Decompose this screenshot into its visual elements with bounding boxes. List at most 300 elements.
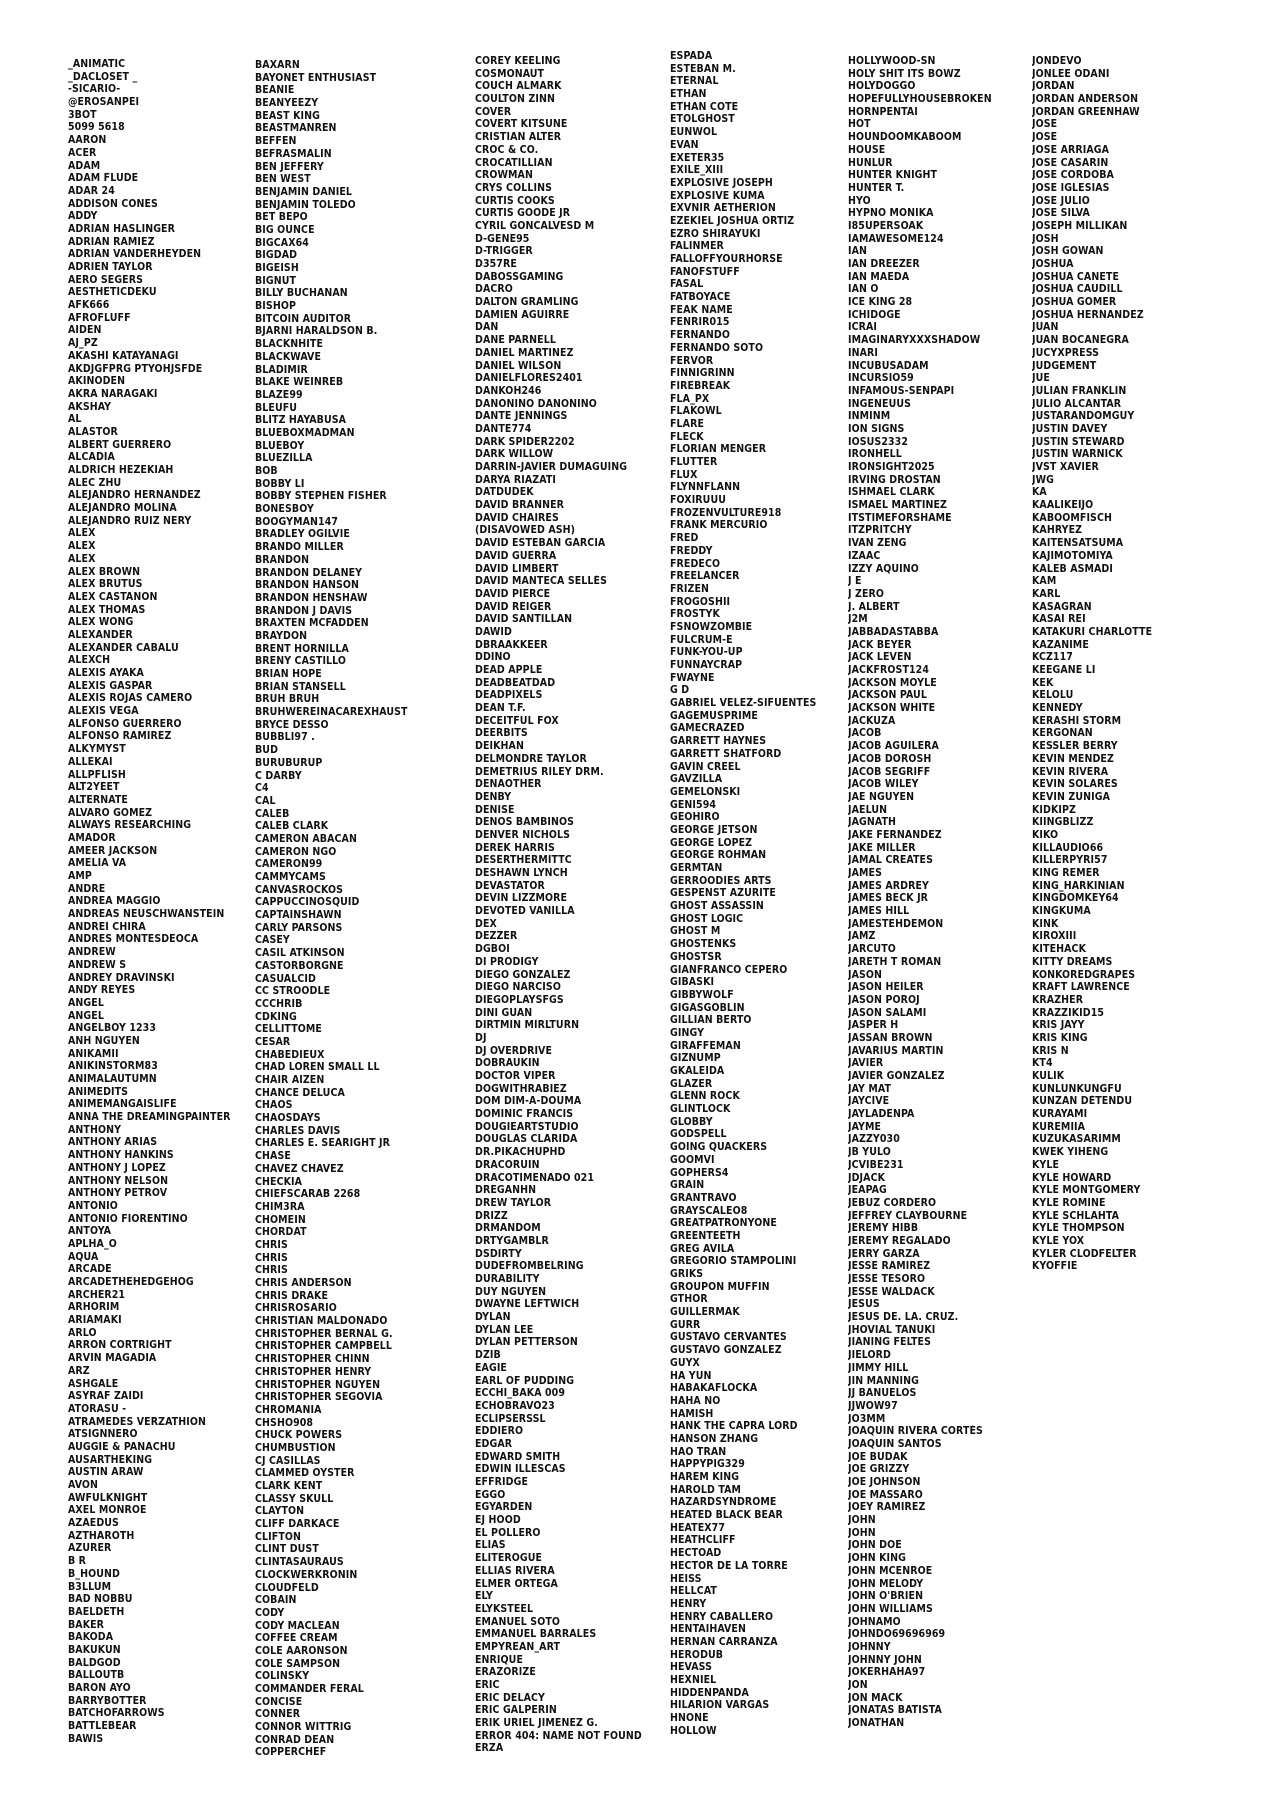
credit-name: DENOS BAMBINOS	[475, 816, 575, 829]
credit-name: CHRISROSARIO	[255, 1302, 337, 1315]
credit-name: CASTORBORGNE	[255, 959, 344, 972]
credit-name: AZURER	[68, 1542, 112, 1555]
credit-name: ALEJANDRO MOLINA	[68, 502, 177, 515]
credit-name: GAMECRAZED	[670, 722, 745, 735]
credit-name: FOXIRUUU	[670, 494, 726, 507]
credit-name: COREY KEELING	[475, 55, 561, 67]
credit-name: CURTIS GOODE JR	[475, 207, 571, 220]
credit-name: BUD	[255, 744, 279, 757]
credit-name: HAO TRAN	[670, 1445, 727, 1458]
credits-column-4	[670, 50, 860, 1737]
credit-name: FERNANDO	[670, 329, 730, 342]
credit-name: DAMIEN AGUIRRE	[475, 308, 570, 321]
credit-name: DOUGLAS CLARIDA	[475, 1133, 578, 1146]
credit-name: CALEB	[255, 807, 290, 820]
credit-name: HELLCAT	[670, 1585, 717, 1598]
credit-name: KONKOREDGRAPES	[1032, 968, 1136, 981]
credit-name: DOCTOR VIPER	[475, 1070, 556, 1082]
credit-name: ALLEKAI	[68, 755, 113, 768]
credit-name: FASAL	[670, 278, 704, 291]
credit-name: KYLER CLODFELTER	[1032, 1247, 1137, 1260]
credit-name: CASEY	[255, 934, 290, 947]
credit-name: CRISTIAN ALTER	[475, 131, 562, 144]
credit-name: DENISE	[475, 803, 515, 816]
credit-name: AUSARTHEKING	[68, 1453, 153, 1466]
credit-name: ECCHI_BAKA 009	[475, 1387, 566, 1400]
credit-name: COLINSKY	[255, 1670, 310, 1683]
credit-name: ACER	[68, 146, 97, 159]
credit-name: ATORASU -	[68, 1402, 127, 1415]
credit-name: CHOMEIN	[255, 1213, 306, 1226]
credit-name: COULTON ZINN	[475, 93, 555, 106]
credit-name: JOHN WILLIAMS	[848, 1602, 933, 1615]
credit-name: AFROFLUFF	[68, 311, 131, 324]
credit-name: ITSTIMEFORSHAME	[848, 511, 952, 524]
credit-name: JIANING FELTES	[848, 1336, 931, 1349]
credit-name: GREGORIO STAMPOLINI	[670, 1255, 797, 1268]
credit-name: CAPTAINSHAWN	[255, 909, 342, 922]
credit-name: DJ	[475, 1031, 487, 1044]
credit-name: ANIKINSTORM83	[68, 1060, 158, 1073]
credit-name: JACOB WILEY	[848, 778, 919, 791]
credit-name: JWG	[1032, 473, 1054, 486]
credit-name: EUNWOL	[670, 126, 718, 139]
credit-name: (DISAVOWED ASH)	[475, 524, 576, 537]
credit-name: KYLE SCHLAHTA	[1032, 1209, 1120, 1222]
credit-name: CASIL ATKINSON	[255, 947, 345, 960]
credit-name: CURTIS COOKS	[475, 194, 555, 207]
credit-name: BIGCAX64	[255, 236, 309, 249]
credit-name: ALTERNATE	[68, 793, 128, 806]
credit-name: EXPLOSIVE KUMA	[670, 189, 765, 202]
credit-name: J. ALBERT	[848, 600, 900, 613]
credit-name: JIMMY HILL	[848, 1361, 909, 1374]
credit-name: DJ OVERDRIVE	[475, 1044, 553, 1057]
credit-name: FLECK	[670, 430, 704, 443]
credit-name: DDINO	[475, 651, 511, 664]
credit-name: G D	[670, 684, 690, 697]
credit-name: ISHMAEL CLARK	[848, 486, 935, 499]
credit-name: DRACORUIN	[475, 1158, 540, 1171]
credit-name: BLADIMIR	[255, 363, 308, 376]
credit-name: BEN WEST	[255, 173, 311, 186]
credit-name: ALEJANDRO RUIZ NERY	[68, 514, 192, 527]
credit-name: JUSTARANDOMGUY	[1032, 410, 1135, 423]
credit-name: ICE KING 28	[848, 296, 913, 309]
credit-name: ANDREW S	[68, 958, 127, 971]
credit-name: D357RE	[475, 258, 517, 270]
credit-name: ATSIGNNERO	[68, 1428, 138, 1441]
credit-name: CLIFF DARKACE	[255, 1518, 340, 1531]
credit-name: EXILE_XIII	[670, 164, 724, 177]
credit-name: COVERT KITSUNE	[475, 118, 568, 131]
credit-name: JACKUZA	[848, 714, 896, 727]
credit-name: EDWIN ILLESCAS	[475, 1463, 566, 1476]
credit-name: ALEXANDER	[68, 628, 133, 641]
credit-name: COFFEE CREAM	[255, 1632, 338, 1645]
credit-name: ADRIEN TAYLOR	[68, 261, 153, 273]
credit-name: ANGEL	[68, 996, 104, 1009]
credit-name: JOAQUIN RIVERA CORTÉS	[848, 1425, 983, 1438]
credit-name: APLHA_O	[68, 1237, 117, 1250]
credit-name: DGBOI	[475, 943, 510, 956]
credit-name: COBAIN	[255, 1594, 297, 1607]
credit-name: IAN O	[848, 283, 879, 296]
credit-name: JAMZ	[848, 930, 876, 943]
credit-name: GREATPATRONYONE	[670, 1217, 777, 1230]
credit-name: ALEXANDER CABALU	[68, 641, 179, 654]
credit-name: DIEGO GONZALEZ	[475, 968, 571, 981]
credit-name: JARETH T ROMAN	[848, 955, 942, 968]
credit-name: BEANIE	[255, 84, 295, 97]
credit-name: JON MACK	[848, 1691, 903, 1704]
credit-name: GENI594	[670, 798, 717, 811]
credit-name: JERRY GARZA	[848, 1247, 920, 1260]
credit-name: DEADBEATDAD	[475, 676, 556, 689]
credit-name: DI PRODIGY	[475, 955, 539, 968]
credit-name: JONATHAN	[848, 1717, 905, 1730]
credit-name: HEATEX77	[670, 1521, 725, 1534]
credit-name: GRAYSCALEO8	[670, 1204, 748, 1217]
credit-name: ANDREW	[68, 946, 116, 959]
credit-name: CLIFTON	[255, 1530, 301, 1543]
credit-name: FRANK MERCURIO	[670, 519, 768, 532]
credit-name: JOSHUA	[1032, 258, 1074, 270]
credit-name: B R	[68, 1555, 87, 1568]
credit-name: KRAFT LAWRENCE	[1032, 981, 1130, 994]
credit-name: JACK BEYER	[848, 638, 912, 651]
credit-name: GRANTRAVO	[670, 1191, 737, 1204]
credit-name: IVAN ZENG	[848, 537, 907, 550]
credit-name: DOBRAUKIN	[475, 1057, 540, 1070]
credit-name: KEVIN MENDEZ	[1032, 752, 1114, 765]
credit-name: KCZ117	[1032, 651, 1073, 664]
credit-name: JACKSON WHITE	[848, 702, 936, 715]
credit-name: KEVIN ZUNIGA	[1032, 790, 1110, 803]
credit-name: JAMESTEHDEMON	[848, 917, 944, 930]
credit-name: ALVARO GOMEZ	[68, 806, 153, 819]
credit-name: JAMAL CREATES	[848, 854, 934, 867]
credit-name: KEEGANE LI	[1032, 664, 1096, 676]
credit-name: BAKER	[68, 1618, 105, 1631]
credit-name: JAGNATH	[848, 816, 897, 829]
credit-name: AMEER JACKSON	[68, 844, 158, 857]
credit-name: KRAZZIKID15	[1032, 1006, 1105, 1019]
credit-name: ALKYMYST	[68, 743, 126, 756]
credit-name: B3LLUM	[68, 1580, 112, 1593]
credit-name: AFK666	[68, 299, 110, 312]
credit-name: KYLE THOMPSON	[1032, 1222, 1125, 1235]
credit-name: KASAI REI	[1032, 613, 1086, 626]
credit-name: DOMINIC FRANCIS	[475, 1108, 574, 1121]
credit-name: BAYONET ENTHUSIAST	[255, 71, 377, 84]
credit-name: DACRO	[475, 283, 513, 296]
credit-name: JACK LEVEN	[848, 651, 912, 664]
credit-name: BRAYDON	[255, 629, 308, 642]
credit-name: FEAK NAME	[670, 303, 733, 316]
credit-name: HUNTER T.	[848, 181, 905, 194]
credit-name: CHRISTOPHER SEGOVIA	[255, 1391, 383, 1404]
credit-name: JASON HEILER	[848, 981, 924, 994]
credits-column-3	[475, 55, 665, 1755]
credit-name: ALEC ZHU	[68, 476, 122, 489]
credit-name: HILARION VARGAS	[670, 1699, 770, 1712]
credit-name: ALEJANDRO HERNANDEZ	[68, 489, 201, 502]
credit-name: DENBY	[475, 790, 512, 803]
credit-name: JDJACK	[848, 1171, 886, 1184]
credit-name: ADDISON CONES	[68, 197, 158, 210]
credit-name: CONCISE	[255, 1695, 303, 1708]
credit-name: CHRISTOPHER CAMPBELL	[255, 1340, 393, 1353]
credit-name: JAYLADENPA	[848, 1108, 915, 1121]
credit-name: CHAIR AIZEN	[255, 1074, 325, 1086]
credit-name: FERVOR	[670, 354, 714, 367]
credit-name: JAMES	[848, 867, 882, 879]
credit-name: GAGEMUSPRIME	[670, 709, 758, 722]
credit-name: JOSE ARRIAGA	[1032, 143, 1110, 156]
credit-name: BENJAMIN TOLEDO	[255, 198, 356, 211]
credit-name: GLENN ROCK	[670, 1090, 740, 1103]
credit-name: JOHN DOE	[848, 1539, 902, 1552]
credit-name: DIEGOPLAYSFGS	[475, 993, 564, 1006]
credit-name: KRIS KING	[1032, 1031, 1088, 1044]
credit-name: JUSTIN WARNICK	[1032, 448, 1123, 461]
credit-name: CLARK KENT	[255, 1480, 323, 1492]
credit-name: ESPADA	[670, 50, 713, 62]
credit-name: FLYNNFLANN	[670, 481, 741, 494]
credit-name: COMMANDER FERAL	[255, 1683, 364, 1695]
credit-name: BRYCE DESSO	[255, 718, 329, 731]
credit-name: DANONINO DANONINO	[475, 397, 597, 410]
credit-name: JASSAN BROWN	[848, 1031, 933, 1044]
credit-name: CHABEDIEUX	[255, 1048, 325, 1061]
credit-name: JORDAN	[1032, 80, 1075, 93]
credit-name: DEAN T.F.	[475, 702, 526, 715]
credit-name: DREGANHN	[475, 1184, 537, 1197]
credit-name: BLUEZILLA	[255, 452, 313, 465]
credit-name: CCCHRIB	[255, 997, 303, 1010]
credit-name: AVON	[68, 1479, 99, 1491]
credit-name: AQUA	[68, 1250, 99, 1263]
credit-name: CHARLES DAVIS	[255, 1124, 341, 1137]
credit-name: FLAKOWL	[670, 405, 722, 418]
credit-name: CONNOR WITTRIG	[255, 1721, 352, 1734]
credit-name: ALEXIS ROJAS CAMERO	[68, 692, 193, 705]
credit-name: FERNANDO SOTO	[670, 341, 764, 354]
credit-name: DANE PARNELL	[475, 334, 556, 347]
credit-name: FALINMER	[670, 240, 724, 253]
credit-name: ICHIDOGE	[848, 308, 901, 321]
credit-name: KRAZHER	[1032, 993, 1084, 1006]
credit-name: BALLOUTB	[68, 1669, 125, 1682]
credit-name: AUGGIE & PANACHU	[68, 1440, 176, 1453]
credit-name: HOLYDOGGO	[848, 80, 916, 93]
credit-name: GUILLERMAK	[670, 1306, 740, 1319]
credit-name: JUAN	[1032, 321, 1059, 334]
credit-name: DURABILITY	[475, 1273, 540, 1285]
credit-name: KWEK YIHENG	[1032, 1146, 1109, 1159]
credit-name: ANTONIO	[68, 1199, 118, 1212]
credit-name: JASON POROJ	[848, 993, 920, 1006]
credit-name: ION SIGNS	[848, 422, 905, 435]
credit-name: GEORGE LOPEZ	[670, 836, 753, 849]
credit-name: D-TRIGGER	[475, 245, 533, 258]
credit-name: BRUH BRUH	[255, 693, 320, 706]
credit-name: HIDDENPANDA	[670, 1686, 749, 1699]
credit-name: IAN DREEZER	[848, 258, 920, 270]
credit-name: EMPYREAN_ART	[475, 1640, 561, 1653]
credit-name: BJARNI HARALDSON B.	[255, 325, 378, 338]
credit-name: JOHN	[848, 1514, 876, 1527]
credit-name: DYLAN	[475, 1311, 511, 1324]
credit-name: JOHNAMO	[848, 1615, 901, 1628]
credit-name: AMELIA VA	[68, 857, 127, 870]
credit-name: KEVIN SOLARES	[1032, 778, 1118, 791]
credit-name: ANDY REYES	[68, 984, 136, 997]
credit-name: CYRIL GONCALVESD M	[475, 219, 595, 232]
credit-name: CHECKIA	[255, 1175, 303, 1188]
credit-name: JESSE RAMIREZ	[848, 1260, 931, 1273]
credit-name: JONATAS BATISTA	[848, 1704, 942, 1717]
credit-name: ALEX BRUTUS	[68, 578, 143, 591]
credit-name: BIGNUT	[255, 274, 297, 287]
credit-name: EXVNIR AETHERION	[670, 202, 776, 215]
credit-name: DANTE JENNINGS	[475, 410, 568, 423]
credit-name: HYO	[848, 194, 871, 207]
credit-name: FENRIR015	[670, 316, 730, 329]
credit-name: HOT	[848, 118, 871, 131]
credit-name: KRIS JAYY	[1032, 1019, 1085, 1032]
credit-name: BET BEPO	[255, 211, 308, 224]
credit-name: ADRIAN RAMIEZ	[68, 235, 155, 248]
credit-name: CLOCKWERKRONIN	[255, 1568, 358, 1581]
credit-name: BRUHWEREINACAREXHAUST	[255, 706, 408, 719]
credit-name: KAM	[1032, 575, 1057, 588]
credit-name: JOSE CORDOBA	[1032, 169, 1114, 182]
credit-name: GIRAFFEMAN	[670, 1039, 741, 1052]
credit-name: ADRIAN VANDERHEYDEN	[68, 248, 202, 261]
credit-name: JASON SALAMI	[848, 1006, 927, 1019]
credit-name: FALLOFFYOURHORSE	[670, 253, 783, 265]
credit-name: JHOVIAL TANUKI	[848, 1323, 936, 1336]
credit-name: KA	[1032, 486, 1047, 499]
credit-name: GESPENST AZURITE	[670, 887, 776, 900]
credit-name: HAROLD TAM	[670, 1483, 742, 1496]
credit-name: JJ BANUELOS	[848, 1387, 917, 1400]
credit-name: JON	[848, 1679, 868, 1691]
credit-name: JOHNNY	[848, 1640, 891, 1653]
credit-name: KRIS N	[1032, 1044, 1069, 1057]
credit-name: CHRISTOPHER CHINN	[255, 1353, 370, 1366]
credit-name: ALEXIS GASPAR	[68, 679, 153, 692]
credit-name: CHAOS	[255, 1099, 293, 1112]
credit-name: DEERBITS	[475, 727, 528, 740]
credit-name: KT4	[1032, 1057, 1053, 1070]
credit-name: EJ HOOD	[475, 1514, 521, 1527]
credit-name: ALBERT GUERRERO	[68, 438, 172, 451]
credit-name: BRENT HORNILLA	[255, 642, 349, 655]
credit-name: DANTE774	[475, 422, 532, 435]
credit-name: HOLY SHIT ITS BOWZ	[848, 67, 961, 80]
credit-name: CHAVEZ CHAVEZ	[255, 1162, 344, 1175]
credit-name: GUSTAVO CERVANTES	[670, 1331, 787, 1344]
credit-name: FUNNAYCRAP	[670, 659, 743, 671]
credit-name: JEREMY HIBB	[848, 1222, 919, 1235]
credit-name: BUBBLI97 .	[255, 731, 315, 744]
credit-name: ALEX CASTANON	[68, 590, 158, 603]
credit-name: JEFFREY CLAYBOURNE	[848, 1209, 968, 1222]
credit-name: DAVID CHAIRES	[475, 511, 559, 524]
credit-name: ECHOBRAVO23	[475, 1399, 555, 1412]
credit-name: JULIO ALCANTAR	[1032, 397, 1122, 410]
credit-name: ANTHONY ARIAS	[68, 1136, 158, 1149]
credit-name: JAMES HILL	[848, 905, 910, 918]
credit-name: FIREBREAK	[670, 379, 731, 392]
credit-name: AKASHI KATAYANAGI	[68, 349, 179, 362]
credit-name: GHOST ASSASSIN	[670, 900, 764, 913]
credit-name: CONNER	[255, 1708, 301, 1721]
credit-name: ANIMEDITS	[68, 1085, 129, 1098]
credit-name: BLUEBOXMADMAN	[255, 426, 355, 439]
credit-name: JOHN	[848, 1526, 876, 1539]
credit-name: COVER	[475, 105, 512, 118]
credit-name: KYLE HOWARD	[1032, 1171, 1112, 1184]
credit-name: KITTY DREAMS	[1032, 955, 1113, 968]
credit-name: JAYME	[848, 1120, 882, 1133]
credit-name: ETOLGHOST	[670, 113, 735, 126]
credit-name: JULIAN FRANKLIN	[1032, 384, 1127, 397]
credit-name: JUE	[1032, 372, 1050, 385]
credit-name: HEISS	[670, 1572, 702, 1585]
credit-name: FLUTTER	[670, 456, 718, 468]
credit-name: EXETER35	[670, 151, 725, 164]
credit-name: GURR	[670, 1318, 701, 1331]
credit-name: ALLPFLISH	[68, 768, 126, 781]
credit-name: BOOGYMAN147	[255, 515, 339, 528]
credit-name: EMMANUEL BARRALES	[475, 1628, 597, 1641]
credit-name: ANNA THE DREAMINGPAINTER	[68, 1111, 231, 1124]
credit-name: ADAM	[68, 159, 101, 172]
credit-name: CASUALCID	[255, 972, 316, 985]
credit-name: HA YUN	[670, 1369, 712, 1382]
credit-name: ELYKSTEEL	[475, 1602, 534, 1615]
credit-name: EGYARDEN	[475, 1501, 533, 1514]
credit-name: BLEUFU	[255, 401, 298, 414]
credit-name: ANTOYA	[68, 1225, 112, 1238]
credit-name: HAREM KING	[670, 1471, 740, 1483]
credit-name: KYOFFIE	[1032, 1260, 1078, 1273]
credit-name: JAZZY030	[848, 1133, 900, 1146]
credit-name: DEVIN LIZZMORE	[475, 892, 568, 905]
credit-name: KYLE ROMINE	[1032, 1196, 1106, 1209]
credit-name: GIANFRANCO CEPERO	[670, 963, 788, 976]
credit-name: GREENTEETH	[670, 1229, 741, 1242]
credit-name: GLOBBY	[670, 1115, 713, 1128]
credit-name: INCUBUSADAM	[848, 359, 929, 372]
credit-name: ARZ	[68, 1364, 90, 1377]
credit-name: ALEX THOMAS	[68, 603, 146, 616]
credit-name: DARK WILLOW	[475, 448, 554, 461]
credit-name: JOE MASSARO	[848, 1488, 923, 1501]
credit-name: BRIAN STANSELL	[255, 680, 346, 693]
credit-name: ALEX BROWN	[68, 565, 141, 578]
credit-name: ALEXCH	[68, 654, 111, 667]
credit-name: KERGONAN	[1032, 727, 1093, 740]
credit-name: DALTON GRAMLING	[475, 296, 579, 309]
credit-name: JUSTIN STEWARD	[1032, 435, 1125, 448]
credit-name: CHIM3RA	[255, 1200, 305, 1213]
credit-name: GTHOR	[670, 1293, 708, 1306]
